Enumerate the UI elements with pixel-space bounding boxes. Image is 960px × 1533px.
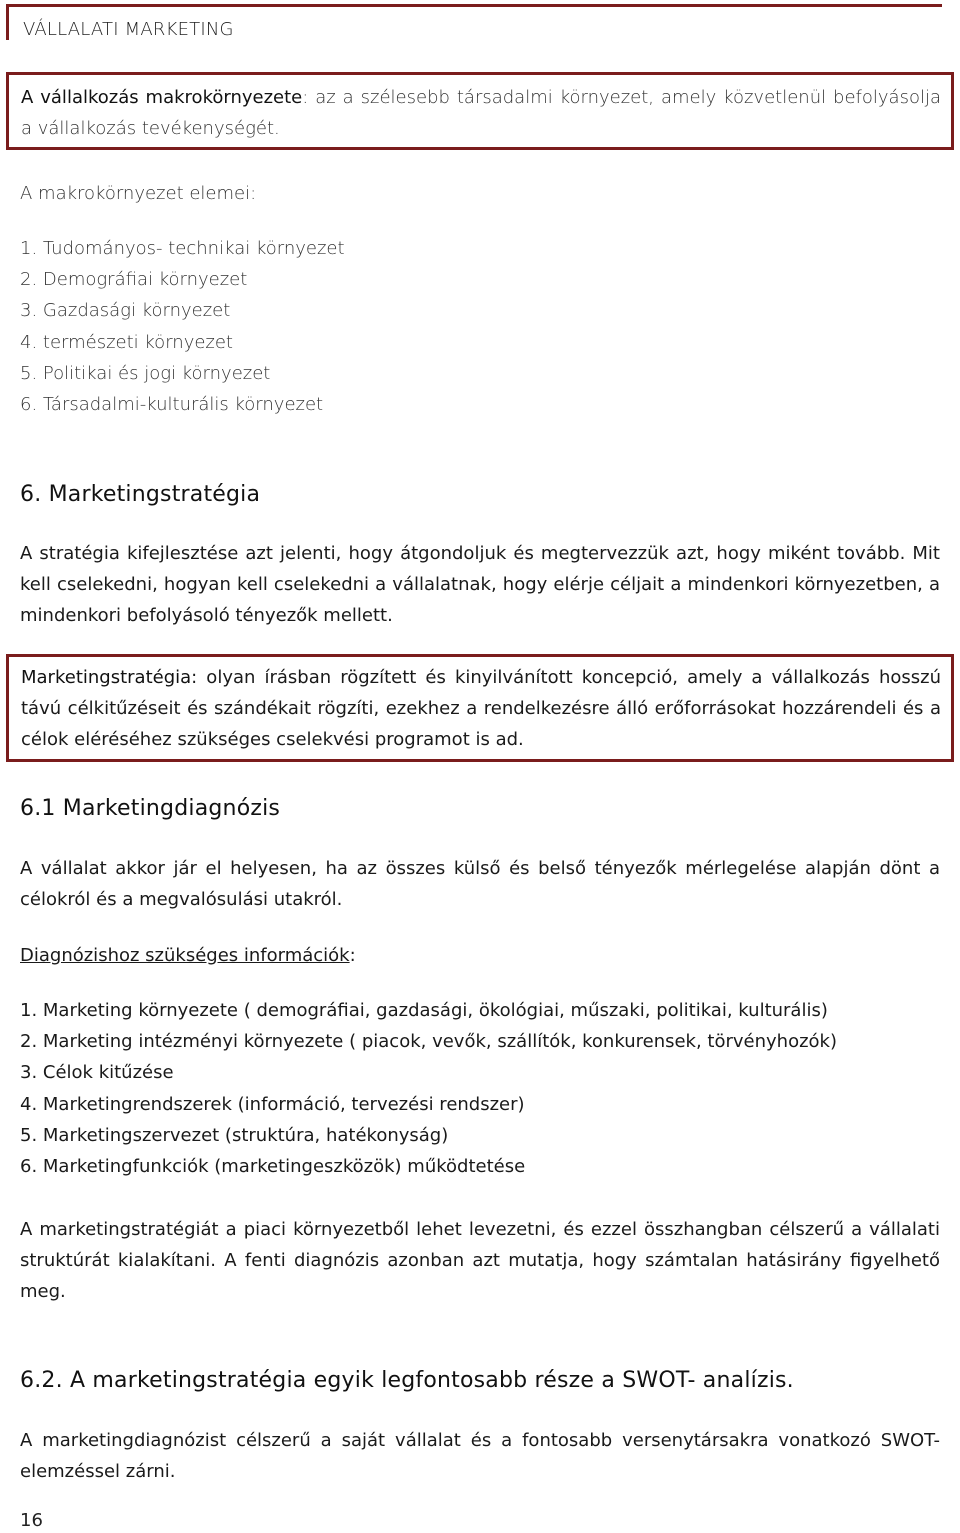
- strategy-definition: [21, 662, 941, 755]
- header-title: VÁLLALATI MARKETING: [23, 19, 234, 40]
- section-6-1-paragraph: A vállalat akkor jár el helyesen, ha az összes külső és belső tényezők mérlegelése alapján dönt a célokról és a megvalósulási utakról.: [20, 858, 940, 910]
- section-6-paragraph: A stratégia kifejlesztése azt jelenti, hogy átgondoljuk és megtervezzük azt, hogy miként tovább. Mit kell cselekedni, hogyan kell cselekedni a vállalatnak, hogy elérje céljait a mindenkori környezetben, a mindenkori befolyásoló tényezők mellett.: [20, 543, 940, 626]
- list-item: 3. Célok kitűzése: [20, 1062, 174, 1084]
- list-item: 5. Politikai és jogi környezet: [20, 362, 271, 384]
- list-item: 4. természeti környezet: [20, 331, 233, 353]
- strategy-term: Marketingstratégia: [21, 667, 192, 688]
- section-6-heading: 6. Marketingstratégia: [20, 482, 261, 507]
- list-item: 1. Marketing környezete ( demográfiai, gazdasági, ökológiai, műszaki, politikai, kulturális): [20, 1000, 828, 1021]
- section-6-2-paragraph: A marketingdiagnózist célszerű a saját vállalat és a fontosabb versenytársakra vonatkozó SWOT- elemzéssel zárni.: [20, 1430, 940, 1482]
- list-item: 2. Marketing intézményi környezete ( piacok, vevők, szállítók, konkurensek, törvényhozók): [20, 1031, 838, 1053]
- macro-term: A vállalkozás makrokörnyezete: [21, 87, 303, 108]
- definition-box-strategy: [6, 654, 954, 762]
- macro-definition: [21, 82, 941, 144]
- section-6-1-heading: 6.1 Marketingdiagnózis: [20, 796, 281, 821]
- list-item: 6. Marketingfunkciók (marketingeszközök) működtetése: [20, 1156, 526, 1178]
- list-item: 1. Tudományos- technikai környezet: [20, 238, 345, 259]
- list-item: 3. Gazdasági környezet: [20, 300, 231, 322]
- info-label-line: [20, 940, 940, 971]
- list-item: 2. Demográfiai környezet: [20, 269, 248, 291]
- definition-box-macro: [6, 72, 954, 150]
- list-item: 4. Marketingrendszerek (információ, tervezési rendszer): [20, 1093, 525, 1115]
- page-number: 16: [20, 1510, 43, 1531]
- macro-elements-list: [20, 233, 345, 420]
- diagnosis-info-list: [20, 995, 837, 1182]
- info-label-colon: :: [349, 945, 356, 966]
- list-item: 6. Társadalmi-kulturális környezet: [20, 394, 324, 416]
- macro-definition-text: : az a szélesebb társadalmi környezet, amely közvetlenül befolyásolja a vállalkozás tevékenységét.: [21, 87, 941, 139]
- info-label: Diagnózishoz szükséges információk: [20, 945, 350, 966]
- list-item: 5. Marketingszervezet (struktúra, hatékonyság): [20, 1124, 449, 1146]
- macro-intro: A makrokörnyezet elemei:: [20, 183, 257, 204]
- strategy-definition-text: : olyan írásban rögzített és kinyilvánított koncepció, amely a vállalkozás hosszú távú célkitűzéseit és szándékait rögzíti, ezekhez a rendelkezésre álló erőforrásokat hozzárendeli és a célok eléréséhez szükséges cselekvési programot is ad.: [21, 667, 941, 750]
- section-6-1-closing: A marketingstratégiát a piaci környezetből lehet levezetni, és ezzel összhangban célszerű a vállalati struktúrát kialakítani. A fenti diagnózis azonban azt mutatja, hogy számtalan hatásirány figyelhető meg.: [20, 1219, 940, 1302]
- page-header: [6, 4, 942, 40]
- section-6-2-heading: 6.2. A marketingstratégia egyik legfontosabb része a SWOT- analízis.: [20, 1368, 794, 1393]
